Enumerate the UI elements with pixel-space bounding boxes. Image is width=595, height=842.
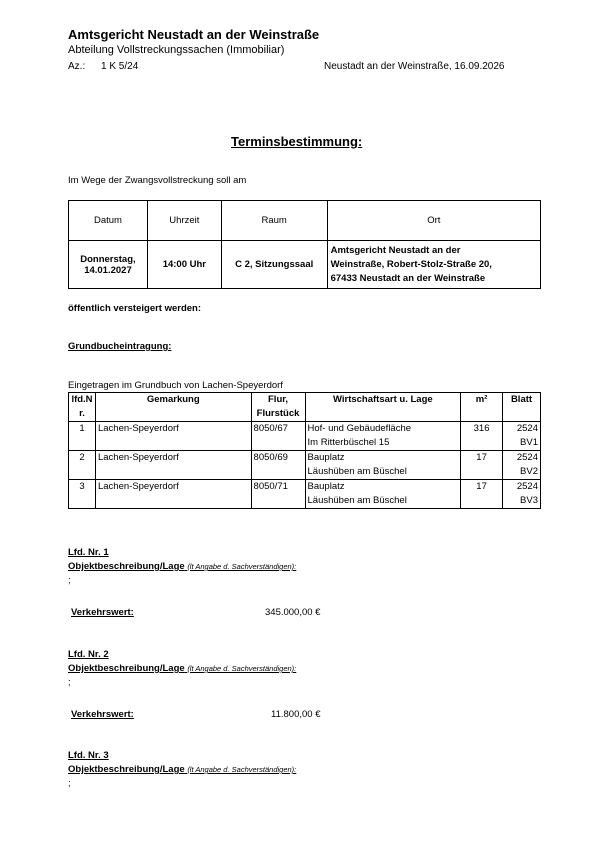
verkehrswert-label: Verkehrswert: <box>71 607 134 618</box>
table-row <box>69 480 541 509</box>
date-line: Donnerstag, <box>80 253 136 265</box>
verkehrswert-value: 345.000,00 € <box>265 607 321 618</box>
cell-blatt <box>503 422 541 451</box>
header-gemarkung: Gemarkung <box>95 393 251 422</box>
cell-line: Im Ritterbüschel 15 <box>307 437 390 448</box>
department: Abteilung Vollstreckungssachen (Immobiliar) <box>68 44 285 56</box>
cell-m2: 316 <box>461 422 503 451</box>
grundbuch-heading: Grundbucheintragung: <box>68 341 172 352</box>
cell-flurstueck: 8050/67 <box>251 422 305 451</box>
cell-blatt <box>503 480 541 509</box>
header-line: Flur, <box>268 394 289 405</box>
cell-gemarkung: Lachen-Speyerdorf <box>95 422 251 451</box>
cell-nr: 2 <box>69 451 96 480</box>
header-uhrzeit: Uhrzeit <box>147 201 221 241</box>
cell-line: BV1 <box>520 437 538 448</box>
schedule-header-row <box>69 201 541 241</box>
lfd-nr-heading: Lfd. Nr. 2 <box>68 649 109 660</box>
place-line: Amtsgericht Neustadt an der <box>330 244 461 256</box>
object-description-label <box>68 663 296 674</box>
intro-text: Im Wege der Zwangsvollstreckung soll am <box>68 175 247 186</box>
document-title: Terminsbestimmung: <box>231 134 363 149</box>
cell-wirtschaftsart <box>305 451 461 480</box>
cell-m2: 17 <box>461 480 503 509</box>
lfd-nr-heading: Lfd. Nr. 3 <box>68 750 109 761</box>
object-description-value: ; <box>68 778 71 789</box>
object-label-text: Objektbeschreibung/Lage <box>68 764 185 775</box>
auction-statement: öffentlich versteigert werden: <box>68 303 202 314</box>
cell-gemarkung: Lachen-Speyerdorf <box>95 480 251 509</box>
cell-line: 2524 <box>516 452 538 463</box>
cell-line: Bauplatz <box>307 481 345 492</box>
object-note: (lt Angabe d. Sachverständigen): <box>187 664 297 673</box>
place-line: Weinstraße, Robert-Stolz-Straße 20, <box>330 258 492 270</box>
table-row <box>69 422 541 451</box>
header-line: r. <box>79 408 85 419</box>
schedule-table <box>68 200 541 289</box>
schedule-date <box>69 241 148 289</box>
cell-line: Läushüben am Büschel <box>307 466 407 477</box>
date-line: 14.01.2027 <box>84 264 132 276</box>
object-label-text: Objektbeschreibung/Lage <box>68 663 185 674</box>
schedule-row <box>69 241 541 289</box>
object-description-value: ; <box>68 677 71 688</box>
cell-line: Läushüben am Büschel <box>307 495 407 506</box>
court-name: Amtsgericht Neustadt an der Weinstraße <box>68 27 320 42</box>
header-m2: m² <box>461 393 503 422</box>
object-description-label <box>68 764 296 775</box>
cell-line: 2524 <box>516 423 538 434</box>
table-row <box>69 451 541 480</box>
schedule-time: 14:00 Uhr <box>147 241 221 289</box>
header-line: Flurstück <box>256 408 300 419</box>
cell-line: Bauplatz <box>307 452 345 463</box>
cell-line: Hof- und Gebäudefläche <box>307 423 412 434</box>
cell-line: BV3 <box>520 495 538 506</box>
object-note: (lt Angabe d. Sachverständigen): <box>187 765 297 774</box>
schedule-place <box>327 241 540 289</box>
object-description-label <box>68 561 296 572</box>
cell-nr: 1 <box>69 422 96 451</box>
verkehrswert-value: 11.800,00 € <box>271 709 321 720</box>
verkehrswert-label: Verkehrswert: <box>71 709 134 720</box>
cell-flurstueck: 8050/71 <box>251 480 305 509</box>
cell-flurstueck: 8050/69 <box>251 451 305 480</box>
cell-wirtschaftsart <box>305 422 461 451</box>
object-description-value: ; <box>68 575 71 586</box>
header-flur <box>251 393 305 422</box>
cell-wirtschaftsart <box>305 480 461 509</box>
cell-blatt <box>503 451 541 480</box>
cell-gemarkung: Lachen-Speyerdorf <box>95 451 251 480</box>
header-ort: Ort <box>327 201 540 241</box>
header-raum: Raum <box>221 201 327 241</box>
place-date: Neustadt an der Weinstraße, 16.09.2026 <box>324 61 505 72</box>
object-label-text: Objektbeschreibung/Lage <box>68 561 185 572</box>
object-note: (lt Angabe d. Sachverständigen): <box>187 562 297 571</box>
header-line: lfd.N <box>71 394 93 405</box>
header-wirtschaftsart: Wirtschaftsart u. Lage <box>305 393 461 422</box>
cell-line: 2524 <box>516 481 538 492</box>
cell-nr: 3 <box>69 480 96 509</box>
cell-m2: 17 <box>461 451 503 480</box>
grundbuch-table <box>68 392 541 509</box>
header-blatt: Blatt <box>503 393 541 422</box>
az-value: 1 K 5/24 <box>101 61 139 72</box>
az-label: Az.: <box>68 61 86 72</box>
header-datum: Datum <box>69 201 148 241</box>
grundbuch-caption: Eingetragen im Grundbuch von Lachen-Speyerdorf <box>68 380 283 391</box>
header-lfd <box>69 393 96 422</box>
cell-line: BV2 <box>520 466 538 477</box>
lfd-nr-heading: Lfd. Nr. 1 <box>68 547 109 558</box>
schedule-room: C 2, Sitzungssaal <box>221 241 327 289</box>
grundbuch-header-row <box>69 393 541 422</box>
place-line: 67433 Neustadt an der Weinstraße <box>330 272 486 284</box>
